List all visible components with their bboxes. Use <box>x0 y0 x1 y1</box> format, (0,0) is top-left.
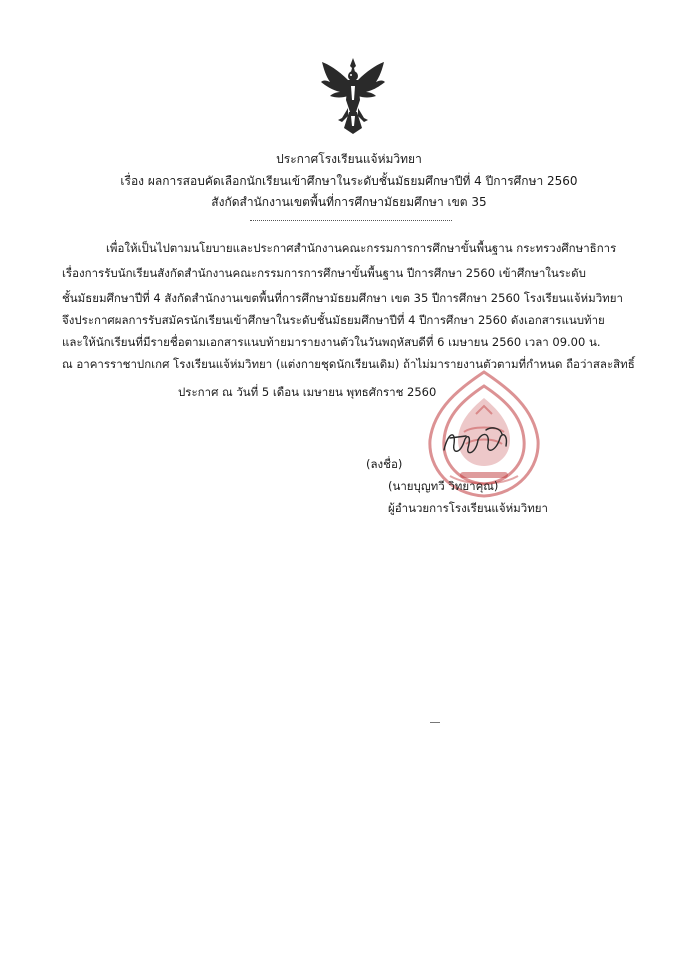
signer-title: ผู้อำนวยการโรงเรียนแจ้ห่มวิทยา <box>388 501 548 515</box>
body-paragraph-line: จึงประกาศผลการรับสมัครนักเรียนเข้าศึกษาในระดับชั้นมัธยมศึกษาปีที่ 4 ปีการศึกษา 2560 ดังเอกสารแนบท้าย <box>62 313 605 327</box>
dash-mark <box>430 722 440 723</box>
signed-label: (ลงชื่อ) <box>366 457 403 471</box>
body-paragraph-line: ณ อาคารราชาปกเกศ โรงเรียนแจ้ห่มวิทยา (แต่งกายชุดนักเรียนเดิม) ถ้าไม่มารายงานตัวตามที่กำหนด ถือว่าสละสิทธิ์ <box>62 357 635 371</box>
garuda-emblem-icon <box>318 56 388 136</box>
body-paragraph-line: ชั้นมัธยมศึกษาปีที่ 4 สังกัดสำนักงานเขตพื้นที่การศึกษามัธยมศึกษา เขต 35 ปีการศึกษา 2560 โรงเรียนแจ้ห่มวิทยา <box>62 291 623 305</box>
handwritten-signature-icon <box>438 424 518 460</box>
body-paragraph-line: เรื่องการรับนักเรียนสังกัดสำนักงานคณะกรรมการการศึกษาขั้นพื้นฐาน ปีการศึกษา 2560 เข้าศึกษาในระดับ <box>62 266 586 280</box>
body-paragraph-line: เพื่อให้เป็นไปตามนโยบายและประกาศสำนักงานคณะกรรมการการศึกษาขั้นพื้นฐาน กระทรวงศึกษาธิการ <box>106 241 617 255</box>
announcement-date: ประกาศ ณ วันที่ 5 เดือน เมษายน พุทธศักราช 2560 <box>178 385 437 399</box>
announcement-title: ประกาศโรงเรียนแจ้ห่มวิทยา <box>276 152 422 166</box>
signer-name: (นายบุญทวี วิทยาคุณ) <box>388 479 499 493</box>
dotted-divider <box>250 220 452 221</box>
body-paragraph-line: และให้นักเรียนที่มีรายชื่อตามเอกสารแนบท้ายมารายงานตัวในวันพฤหัสบดีที่ 6 เมษายน 2560 เวลา 09.00 น. <box>62 335 601 349</box>
announcement-affiliation: สังกัดสำนักงานเขตพื้นที่การศึกษามัธยมศึกษา เขต 35 <box>211 195 487 209</box>
announcement-subject: เรื่อง ผลการสอบคัดเลือกนักเรียนเข้าศึกษาในระดับชั้นมัธยมศึกษาปีที่ 4 ปีการศึกษา 2560 <box>120 174 578 188</box>
